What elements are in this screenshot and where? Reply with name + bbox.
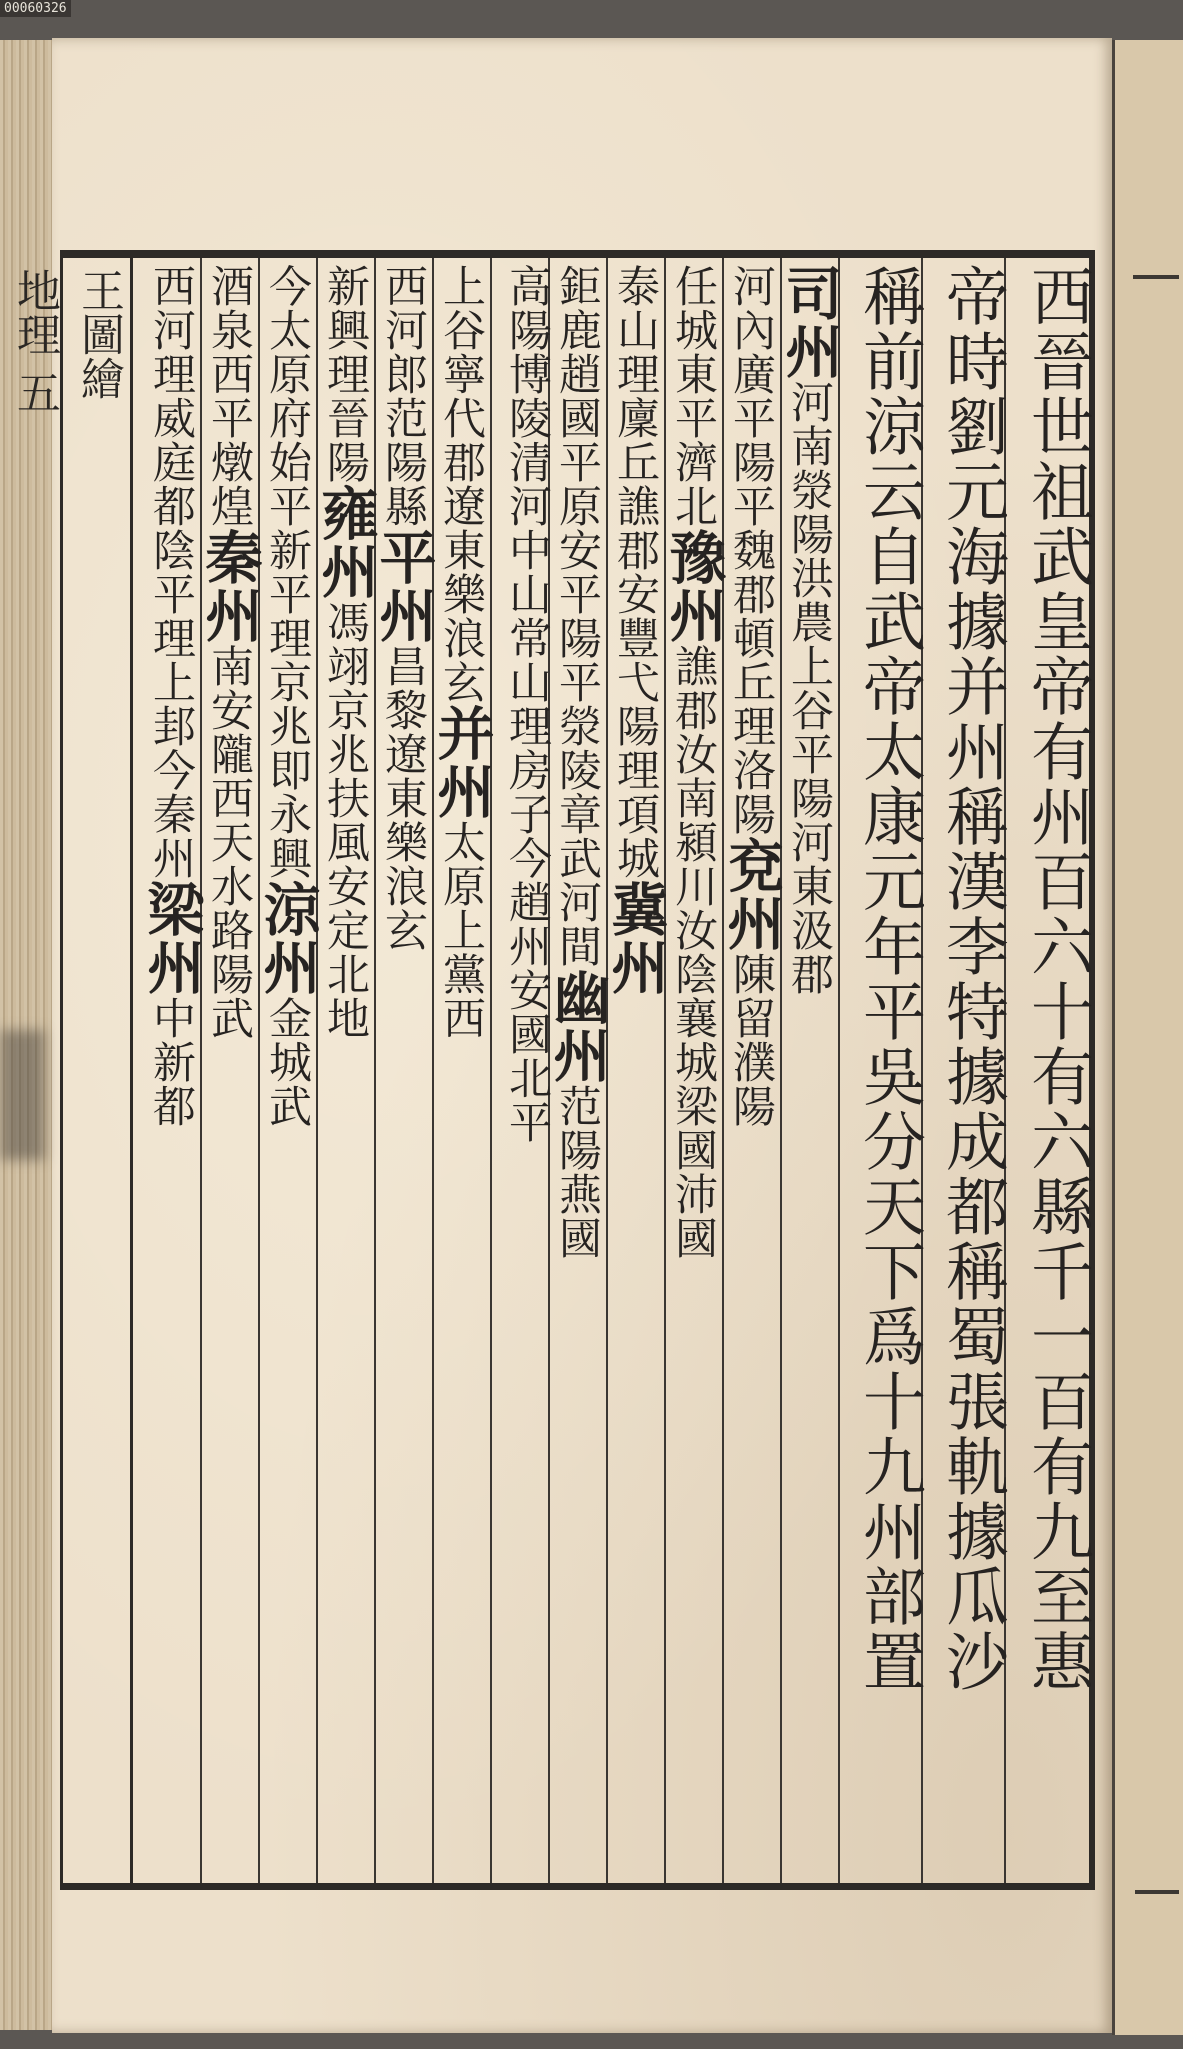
column-text: 中新都	[146, 996, 196, 1128]
column-text: 高陽博陵清河中山常山理房子今趙州	[502, 264, 552, 968]
column-text: 馮翊京兆扶風安定北地	[320, 600, 370, 1040]
column-text: 鉅鹿趙國平原安平陽平滎陵章武河間	[552, 264, 602, 968]
leaf-rule-top	[1133, 275, 1179, 279]
region-name: 豫州	[660, 528, 727, 644]
text-column-10	[428, 258, 495, 1883]
region-name: 秦州	[196, 528, 263, 644]
leaf-rule-bottom	[1135, 1890, 1179, 1894]
text-columns	[63, 258, 1094, 1883]
region-name: 梁州	[138, 880, 205, 996]
column-text: 昌黎遼東樂浪玄	[378, 644, 428, 952]
column-text: 酒泉西平燉煌	[204, 264, 254, 528]
margin-label-lower: 地理	[9, 268, 60, 356]
text-frame	[9, 250, 1095, 1890]
column-text: 西河理威庭	[146, 264, 196, 484]
text-column-12	[312, 258, 379, 1883]
column-text: 西晉世祖武皇帝有州百六十有六縣千一百有九至惠	[1021, 264, 1094, 1694]
text-column-11	[370, 258, 437, 1883]
text-column-2	[923, 258, 1009, 1883]
text-column-7	[602, 258, 669, 1883]
column-text: 泰山理廩丘	[610, 264, 660, 484]
column-text: 范陽燕國	[552, 1084, 602, 1260]
ink-smudge	[0, 1030, 45, 1160]
region-name: 平州	[370, 528, 437, 644]
right-leaf	[1112, 40, 1183, 2035]
text-column-4	[776, 258, 843, 1883]
text-column-9	[492, 258, 550, 1883]
text-column-1	[1006, 258, 1094, 1883]
text-column-15	[138, 258, 205, 1883]
column-text: 南安隴西天水路陽武	[204, 644, 254, 1040]
region-name: 并州	[428, 704, 495, 820]
text-column-14	[196, 258, 263, 1883]
text-column-8	[544, 258, 611, 1883]
column-text: 稱前涼云自武帝太康元年平吳分天下爲十九州部置	[853, 264, 926, 1694]
region-name: 涼州	[254, 880, 321, 996]
column-text: 新興理晉陽	[320, 264, 370, 484]
region-name: 冀州	[602, 880, 669, 996]
column-text: 都陰平理上邽今秦州	[146, 484, 196, 880]
column-text: 陳留濮陽	[726, 952, 776, 1128]
column-text: 任城東平濟北	[668, 264, 718, 528]
column-text: 金城武	[262, 996, 312, 1128]
margin-label-lower2: 五	[9, 370, 60, 414]
column-text: 帝時劉元海據并州稱漢李特據成都稱蜀張軌據瓜沙	[936, 264, 1009, 1694]
column-text: 始平新平理京兆即永興	[262, 440, 312, 880]
column-text: 上谷寧代郡遼東樂浪玄	[436, 264, 486, 704]
archive-id: 00060326	[0, 0, 71, 17]
text-column-5	[718, 258, 785, 1883]
region-name: 幽州	[544, 968, 611, 1084]
region-name: 司州	[776, 264, 843, 380]
column-text: 譙郡汝南潁川汝陰襄城梁國沛國	[668, 644, 718, 1260]
region-name: 兗州	[718, 836, 785, 952]
region-name: 雍州	[312, 484, 379, 600]
column-text: 河內廣平陽平魏郡頓丘理洛陽	[726, 264, 776, 836]
text-column-13	[254, 258, 321, 1883]
column-text: 河南滎陽洪農上谷平陽河東汲郡	[784, 380, 834, 996]
margin-label: 王圖繪	[73, 268, 124, 400]
column-text: 今太原府	[262, 264, 312, 440]
column-text: 安國北平	[502, 968, 552, 1144]
text-column-6	[660, 258, 727, 1883]
text-column-3	[840, 258, 926, 1883]
column-text: 西河郎范陽縣	[378, 264, 428, 528]
column-text: 太原上黨西	[436, 820, 486, 1040]
column-text: 譙郡安豐弋陽理項城	[610, 484, 660, 880]
